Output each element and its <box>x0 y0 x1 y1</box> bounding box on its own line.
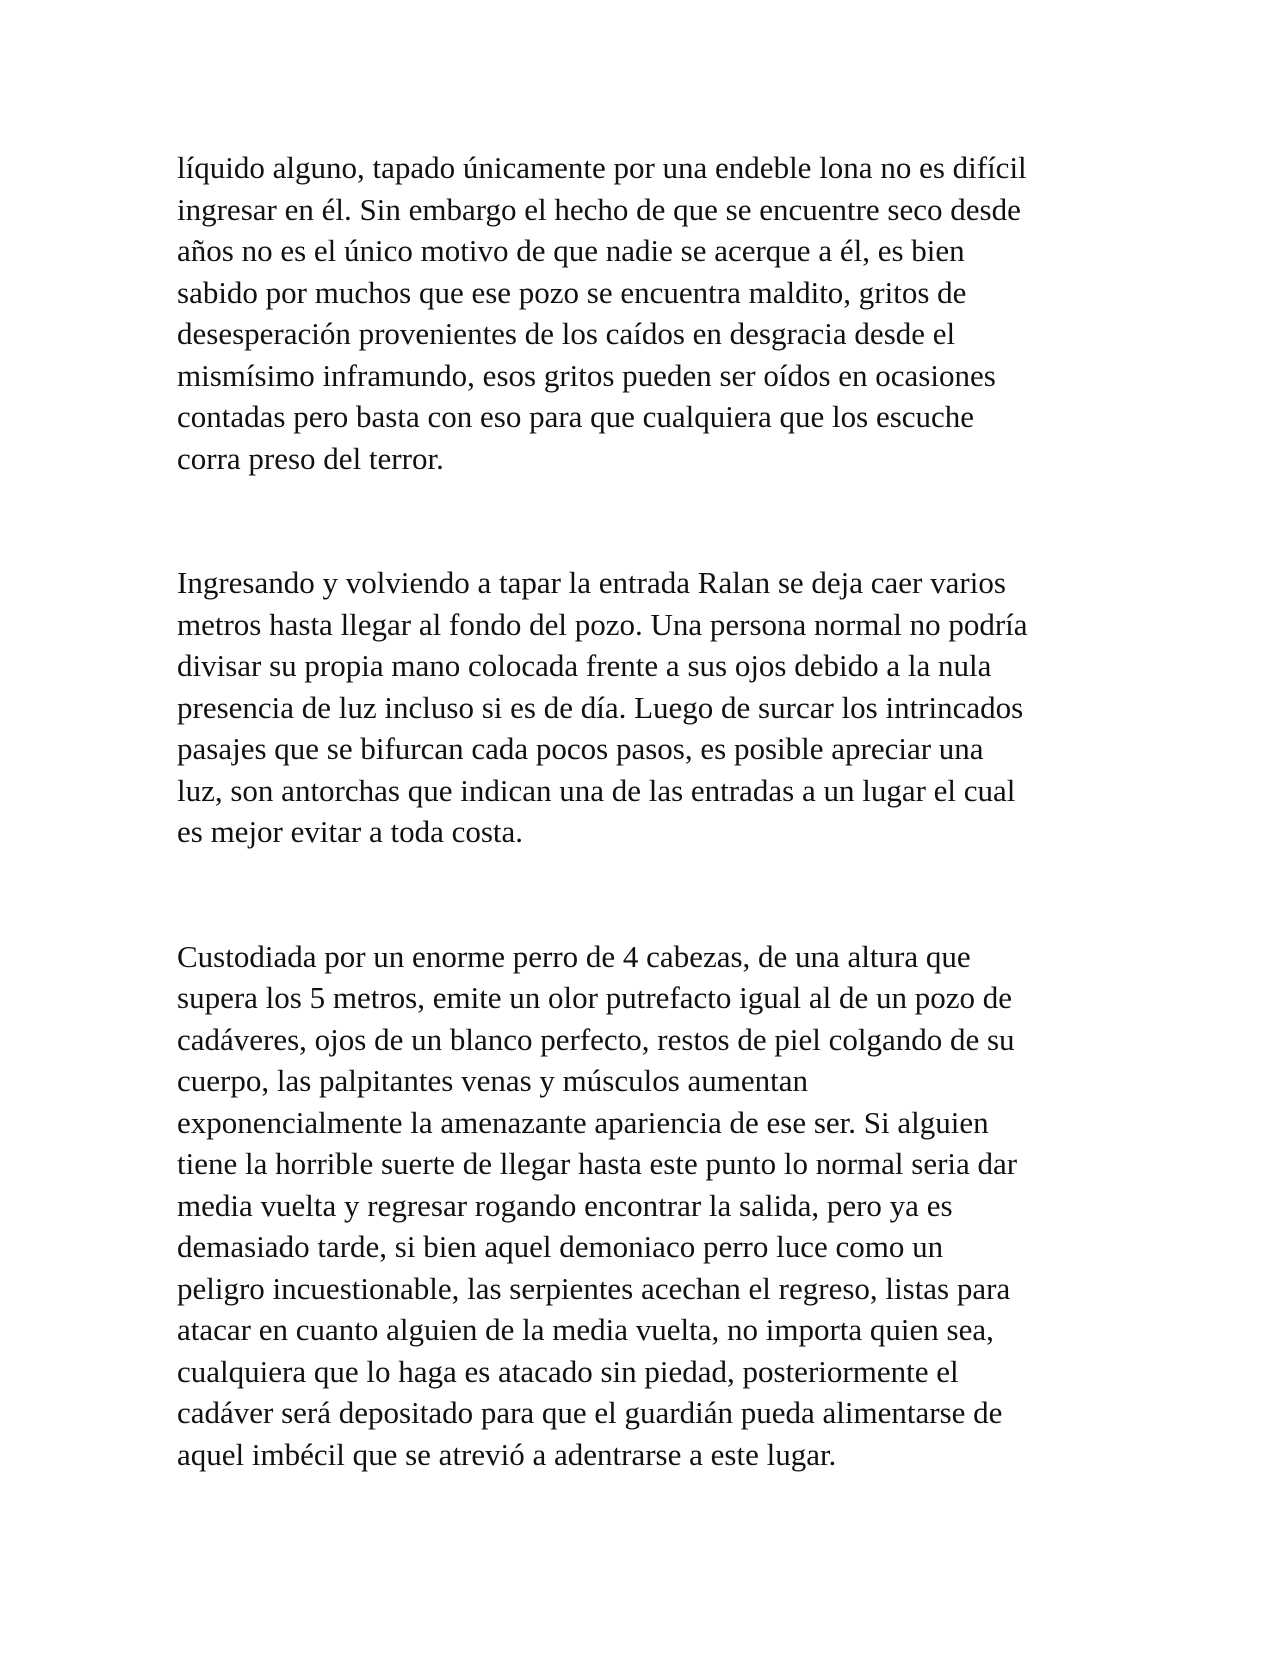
text-line: ingresar en él. Sin embargo el hecho de que se encuentre seco desde <box>177 191 1021 227</box>
text-line: metros hasta llegar al fondo del pozo. Una persona normal no podría <box>177 606 1028 642</box>
text-line: cualquiera que lo haga es atacado sin piedad, posteriormente el <box>177 1353 959 1389</box>
text-line: atacar en cuanto alguien de la media vuelta, no importa quien sea, <box>177 1312 994 1347</box>
text-line: sabido por muchos que ese pozo se encuentra maldito, gritos de <box>177 274 967 310</box>
text-line: mismísimo inframundo, esos gritos pueden ser oídos en ocasiones <box>177 357 996 393</box>
paragraph-3 <box>177 936 1107 1476</box>
text-line: peligro incuestionable, las serpientes acechan el regreso, listas para <box>177 1270 1011 1306</box>
paragraph-spacer <box>177 479 1107 562</box>
text-line: luz, son antorchas que indican una de las entradas a un lugar el cual <box>177 772 1016 808</box>
text-line: es mejor evitar a toda costa. <box>177 814 524 849</box>
text-line: desesperación provenientes de los caídos en desgracia desde el <box>177 316 956 351</box>
text-line: cadáver será depositado para que el guardián pueda alimentarse de <box>177 1395 1003 1430</box>
paragraph-spacer <box>177 853 1107 936</box>
text-line: presencia de luz incluso si es de día. Luego de surcar los intrincados <box>177 689 1024 725</box>
text-line: demasiado tarde, si bien aquel demoniaco perro luce como un <box>177 1229 944 1264</box>
text-line: años no es el único motivo de que nadie se acerque a él, es bien <box>177 233 965 268</box>
text-line: exponencialmente la amenazante apariencia de ese ser. Si alguien <box>177 1104 989 1140</box>
text-line: tiene la horrible suerte de llegar hasta este punto lo normal seria dar <box>177 1146 1018 1181</box>
text-line: media vuelta y regresar rogando encontrar la salida, pero ya es <box>177 1187 953 1223</box>
text-line: líquido alguno, tapado únicamente por una endeble lona no es difícil <box>177 150 1027 185</box>
text-line: pasajes que se bifurcan cada pocos pasos, es posible apreciar una <box>177 731 984 766</box>
paragraph-2 <box>177 562 1107 853</box>
document-body <box>177 147 1107 1475</box>
text-line: divisar su propia mano colocada frente a sus ojos debido a la nula <box>177 648 992 683</box>
text-line: cadáveres, ojos de un blanco perfecto, restos de piel colgando de su <box>177 1021 1015 1057</box>
text-line: Ingresando y volviendo a tapar la entrada Ralan se deja caer varios <box>177 565 1006 600</box>
text-line: corra preso del terror. <box>177 440 444 476</box>
text-line: Custodiada por un enorme perro de 4 cabezas, de una altura que <box>177 938 971 974</box>
text-line: cuerpo, las palpitantes venas y músculos aumentan <box>177 1063 809 1098</box>
text-line: contadas pero basta con eso para que cualquiera que los escuche <box>177 399 975 434</box>
text-line: supera los 5 metros, emite un olor putrefacto igual al de un pozo de <box>177 980 1013 1015</box>
text-line: aquel imbécil que se atrevió a adentrarse a este lugar. <box>177 1436 837 1472</box>
paragraph-1 <box>177 147 1107 479</box>
